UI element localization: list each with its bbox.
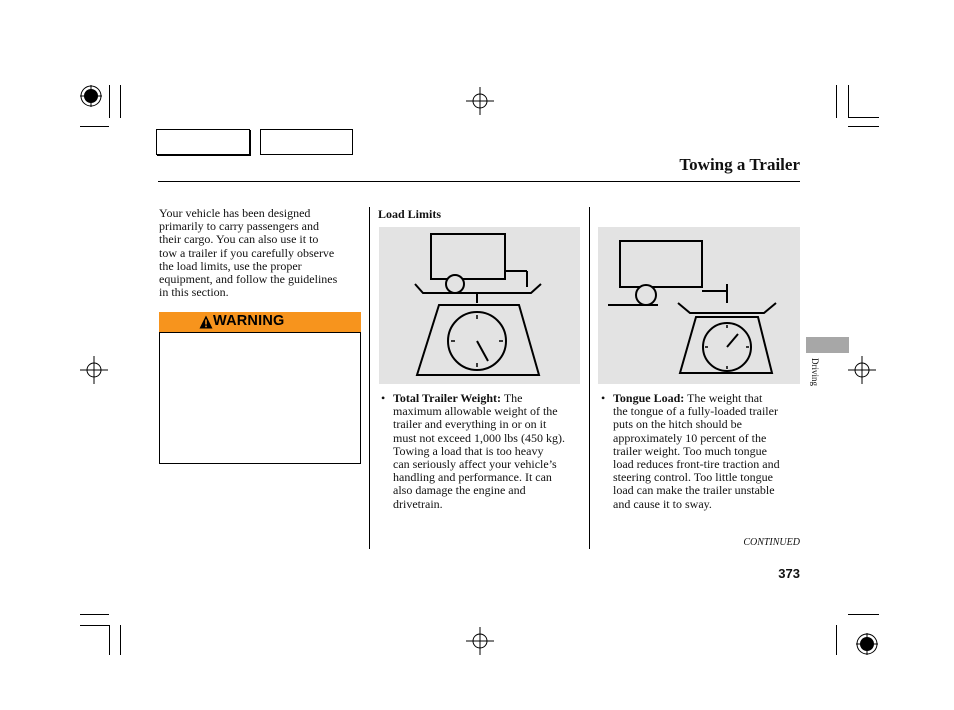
column-divider xyxy=(369,207,370,549)
tongue-load-bullet xyxy=(601,392,806,512)
intro-paragraph xyxy=(159,207,364,299)
tongue-load-line: trailer weight. Too much tongue xyxy=(613,443,767,458)
crop-mark xyxy=(109,85,110,118)
crop-mark xyxy=(80,625,109,626)
section-tab-label: Driving xyxy=(810,358,820,386)
tongue-load-line: puts on the hitch should be xyxy=(613,417,742,432)
intro-line: Your vehicle has been designed xyxy=(159,206,311,220)
total-weight-line: handling and performance. It can xyxy=(393,470,552,485)
section-tab[interactable] xyxy=(806,337,849,353)
crop-mark xyxy=(836,85,837,118)
total-weight-line: Towing a load that is too heavy xyxy=(393,443,544,458)
tongue-load-figure xyxy=(598,227,800,384)
total-weight-line: must not exceed 1,000 lbs (450 kg). xyxy=(393,430,565,445)
title-rule xyxy=(158,181,800,182)
tongue-load-term: Tongue Load: xyxy=(613,391,685,405)
total-weight-bullet xyxy=(381,392,586,512)
tongue-load-line: steering control. Too little tongue xyxy=(613,470,773,485)
tongue-load-first-line: The weight that xyxy=(687,391,763,405)
crop-mark xyxy=(120,625,121,655)
crop-mark xyxy=(836,625,837,655)
tongue-load-line: load reduces front-tire traction and xyxy=(613,457,780,472)
intro-line: equipment, and follow the guidelines xyxy=(159,272,338,287)
crop-mark xyxy=(848,117,879,118)
intro-line: in this section. xyxy=(159,285,229,300)
intro-line: the load limits, use the proper xyxy=(159,258,302,273)
nav-box-index[interactable] xyxy=(260,129,353,155)
tongue-on-scale-illustration xyxy=(598,227,800,384)
column-divider xyxy=(589,207,590,549)
page-title: Towing a Trailer xyxy=(679,155,800,174)
total-weight-line: also damage the engine and xyxy=(393,483,526,498)
crosshair-mark-left xyxy=(80,356,108,384)
bullet-dot: • xyxy=(601,391,606,405)
total-weight-term: Total Trailer Weight: xyxy=(393,391,502,405)
tongue-load-line: the tongue of a fully-loaded trailer xyxy=(613,404,778,419)
registration-mark-bottom-right xyxy=(856,633,878,655)
crop-mark xyxy=(109,625,110,655)
intro-line: tow a trailer if you carefully observe xyxy=(159,245,335,260)
tongue-load-line: approximately 10 percent of the xyxy=(613,430,767,445)
nav-box-main-menu[interactable] xyxy=(156,129,250,155)
crop-mark xyxy=(848,614,879,615)
warning-label: WARNING xyxy=(213,313,285,329)
tongue-load-line: load can make the trailer unstable xyxy=(613,483,775,498)
intro-line: their cargo. You can also use it to xyxy=(159,232,319,247)
crosshair-mark-top xyxy=(466,87,494,115)
registration-mark-top-left xyxy=(80,85,102,107)
crop-mark xyxy=(848,126,879,127)
total-weight-line: maximum allowable weight of the xyxy=(393,404,558,419)
load-limits-heading: Load Limits xyxy=(378,207,442,221)
total-weight-line: can seriously affect your vehicle’s xyxy=(393,457,557,472)
crop-mark xyxy=(848,85,849,118)
total-weight-figure xyxy=(379,227,580,384)
tongue-load-line: and cause it to sway. xyxy=(613,496,712,511)
crop-mark xyxy=(120,85,121,118)
total-weight-first-line: The xyxy=(503,391,523,405)
crop-mark xyxy=(80,126,109,127)
warning-header xyxy=(159,312,361,332)
bullet-dot: • xyxy=(381,391,386,405)
warning-body xyxy=(159,332,361,464)
crosshair-mark-bottom xyxy=(466,627,494,655)
total-weight-line: drivetrain. xyxy=(393,496,443,511)
crosshair-mark-right xyxy=(848,356,876,384)
trailer-on-scale-illustration xyxy=(379,227,580,384)
continued-label: CONTINUED xyxy=(743,537,800,548)
page-number: 373 xyxy=(778,566,800,581)
intro-line: primarily to carry passengers and xyxy=(159,219,319,234)
total-weight-line: trailer and everything in or on it xyxy=(393,417,547,432)
warning-triangle-icon xyxy=(199,315,213,329)
crop-mark xyxy=(80,614,109,615)
